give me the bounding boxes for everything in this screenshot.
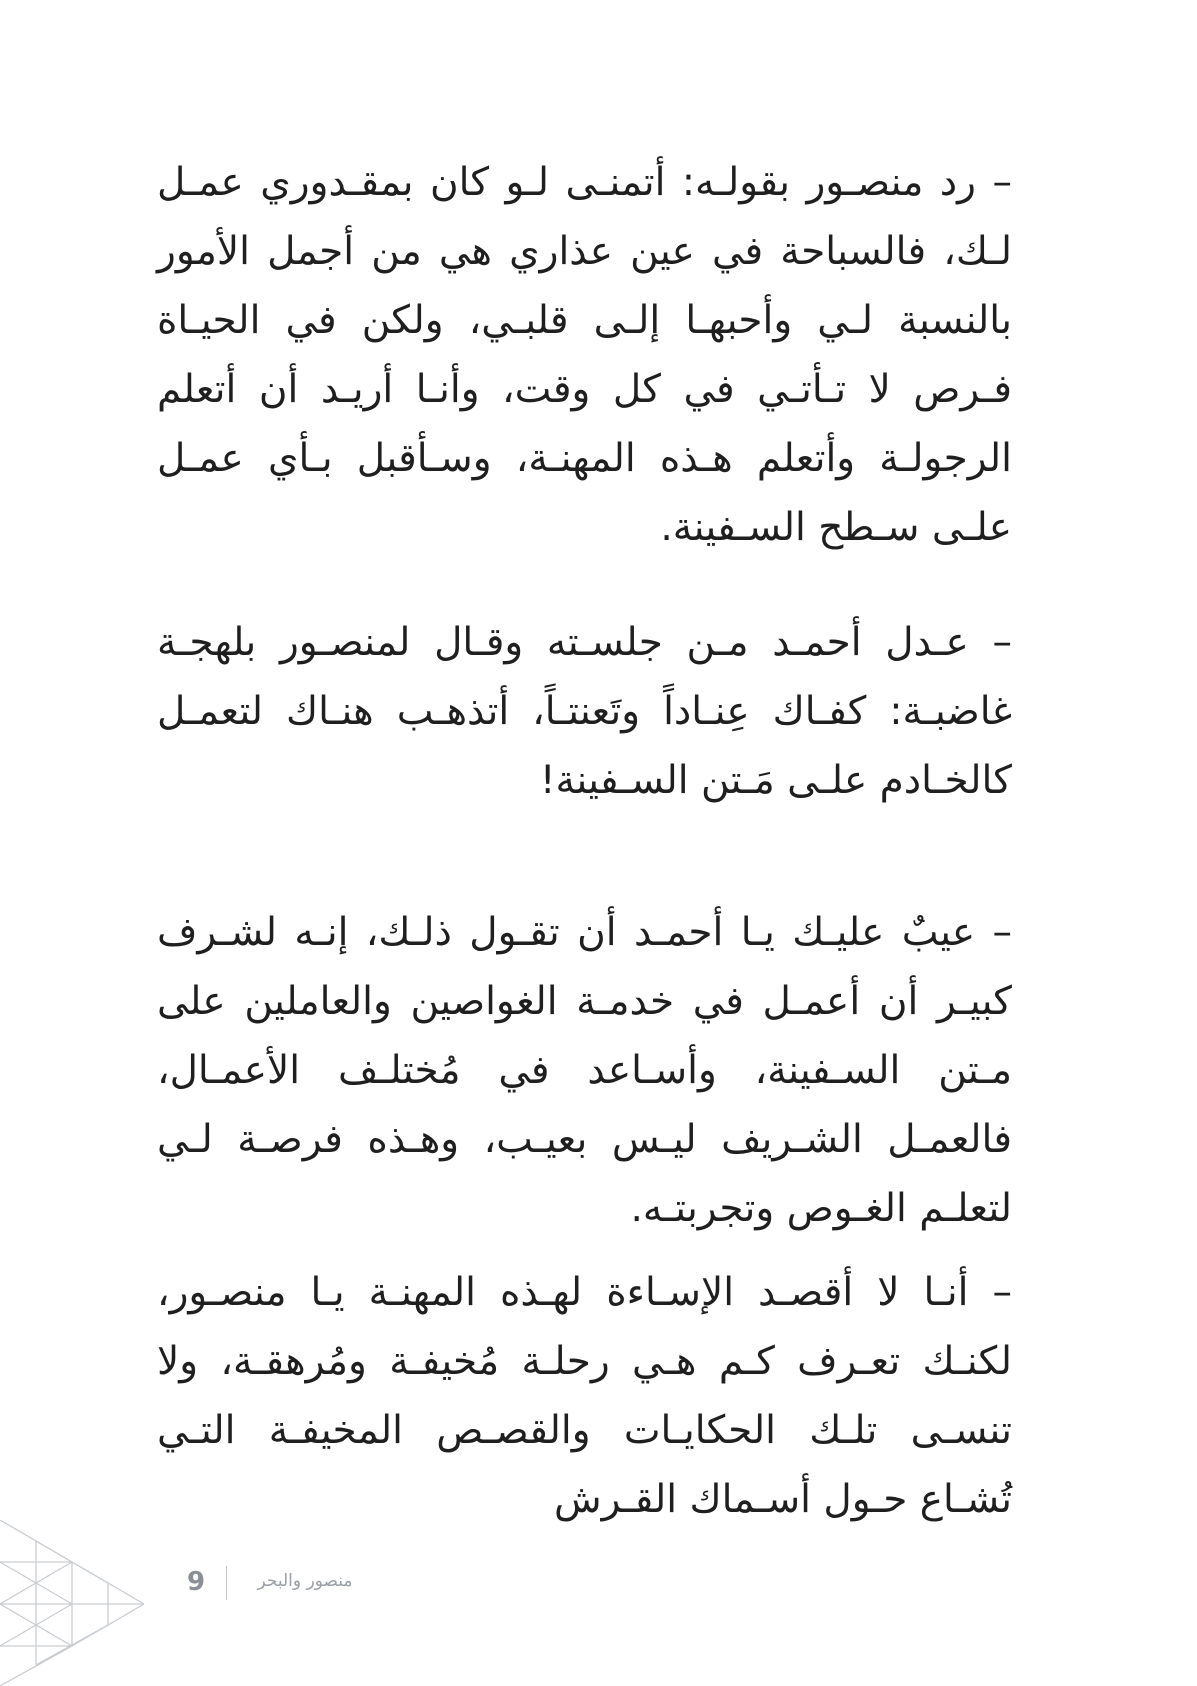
paragraph-2 [157,608,1012,815]
paragraph-4 [157,1258,1012,1534]
paragraph-2-text: – عـدل أحمـد مـن جلسـته وقـال لمنصـور بلهجـة غاضبـة: كفـاك عِنـاداً وتَعنتـاً، أتذهـب هنـاك لتعمـل كالخـادم علـى مَـتن السـفينة! [157,620,1012,803]
page-footer [0,1520,420,1686]
paragraph-1 [157,148,1012,562]
page-number: 9 [186,1567,206,1597]
paragraph-3 [157,898,1012,1243]
footer-divider [226,1566,227,1600]
book-title: منصور والبحر [257,1571,353,1591]
paragraph-4-text: – أنـا لا أقصـد الإسـاءة لهـذه المهنـة يـا منصـور، لكنـك تعـرف كـم هـي رحلـة مُخيفـة ومُرهقـة، ولا تنسـى تلـك الحكايـات والقصـص المخيفـة التـي تُشـاع حـول أسـماك القـرش [157,1270,1012,1522]
triangle-pattern-icon [0,1520,150,1686]
paragraph-1-text: – رد منصـور بقولـه: أتمنـى لـو كان بمقـدوري عمـل لـك، فالسباحة في عين عذاري هي من أجمل الأمور بالنسبة لـي وأحبهـا إلـى قلبـي، ولكن في الحيـاة فـرص لا تـأتـي في كل وقت، وأنـا أريـد أن أتعلم الرجولـة وأتعلم هـذه المهنـة، وسـأقبل بـأي عمـل علـى سـطح السـفينة. [157,160,1012,550]
paragraph-3-text: – عيبٌ عليـك يـا أحمـد أن تقـول ذلـك، إنـه لشـرف كبيـر أن أعمـل في خدمـة الغواصين والعاملين على مـتن السـفينة، وأسـاعد في مُختلـف الأعمـال، فالعمـل الشـريف ليـس بعيـب، وهـذه فرصـة لـي لتعلـم الغـوص وتجربتـه. [157,910,1012,1231]
